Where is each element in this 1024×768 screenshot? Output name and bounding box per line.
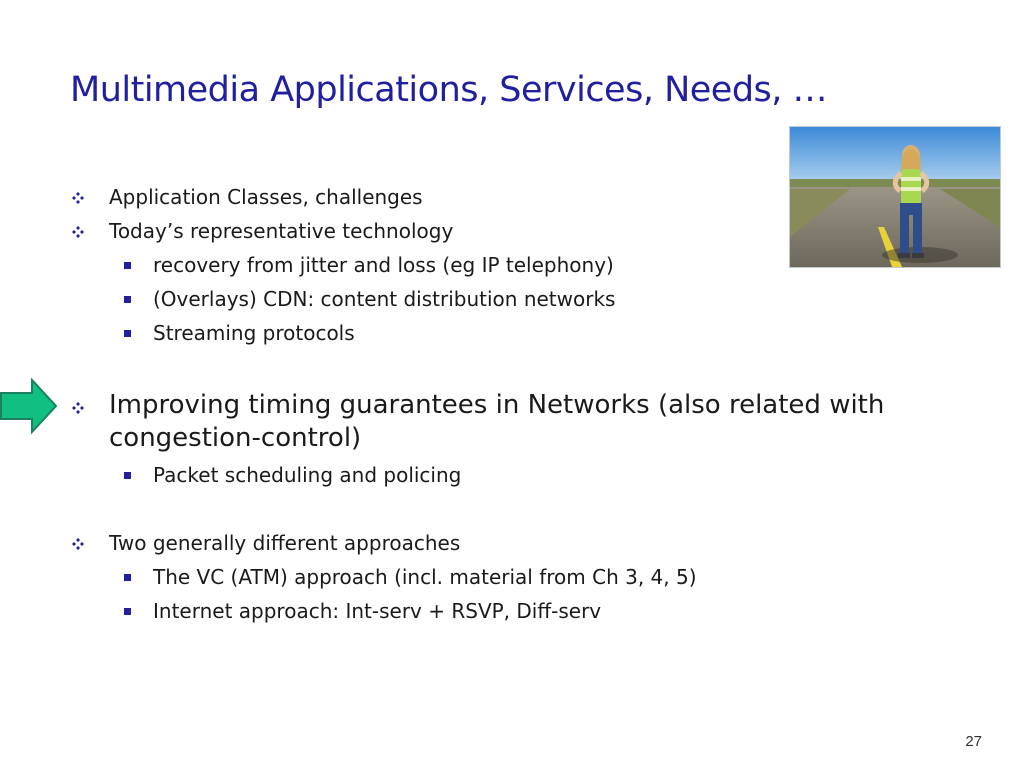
- bullet-timing-guarantees-line1: Improving timing guarantees in Networks (also related with: [109, 390, 885, 420]
- sub-bullet-cdn: (Overlays) CDN: content distribution networks: [153, 287, 616, 311]
- square-bullet-icon: [124, 608, 131, 615]
- bullet-representative-technology: Today’s representative technology: [109, 219, 454, 243]
- photo-illustration: [790, 127, 1000, 267]
- diamond-cluster-icon: [72, 192, 84, 204]
- sub-bullet-internet-approach: Internet approach: Int-serv + RSVP, Diff-serv: [153, 599, 602, 623]
- diamond-cluster-icon: [72, 538, 84, 550]
- diamond-cluster-icon: [72, 226, 84, 238]
- right-arrow-icon: [0, 378, 58, 434]
- bullet-application-classes: Application Classes, challenges: [109, 185, 423, 209]
- sub-bullet-jitter-loss: recovery from jitter and loss (eg IP telephony): [153, 253, 614, 277]
- diamond-cluster-icon: [72, 402, 84, 414]
- slide-title: Multimedia Applications, Services, Needs, …: [70, 70, 828, 110]
- sub-bullet-streaming: Streaming protocols: [153, 321, 355, 345]
- square-bullet-icon: [124, 574, 131, 581]
- bullet-timing-guarantees-line2: congestion-control): [109, 423, 362, 453]
- square-bullet-icon: [124, 472, 131, 479]
- square-bullet-icon: [124, 330, 131, 337]
- child-on-road-photo: [789, 126, 1001, 268]
- square-bullet-icon: [124, 262, 131, 269]
- sub-bullet-vc-atm: The VC (ATM) approach (incl. material from Ch 3, 4, 5): [153, 565, 697, 589]
- bullet-two-approaches: Two generally different approaches: [109, 531, 461, 555]
- sub-bullet-packet-scheduling: Packet scheduling and policing: [153, 463, 462, 487]
- square-bullet-icon: [124, 296, 131, 303]
- page-number: 27: [965, 733, 982, 750]
